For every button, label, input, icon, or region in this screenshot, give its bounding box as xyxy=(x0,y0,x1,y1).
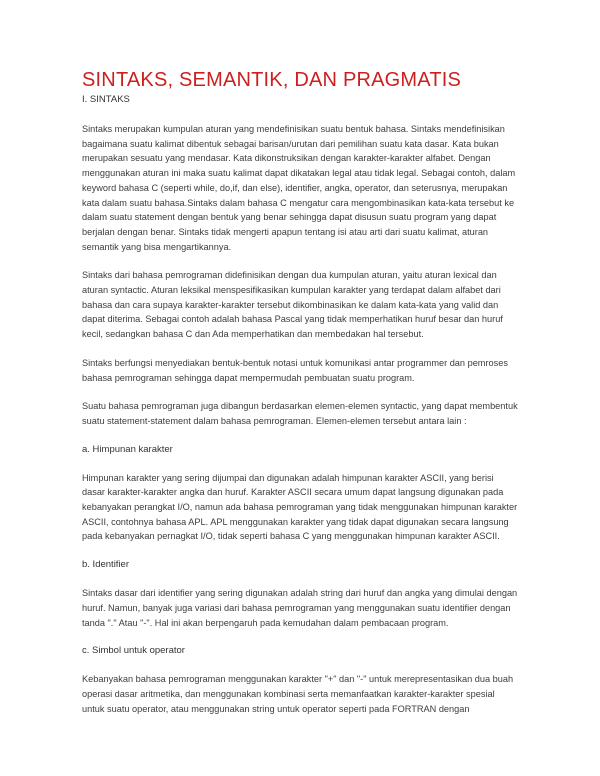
paragraph-himpunan-karakter: Himpunan karakter yang sering dijumpai dan digunakan adalah himpunan karakter ASCII, yang berisi dasar karakter-karakter angka dan huruf. Karakter ASCII secara umum dapat langsung digunakan pada kebanyakan perangkat I/O, namun ada bahasa pemrograman yang tidak menggunakan himpunan karakter ASCII, contohnya bahasa APL. APL menggunakan karakter yang tidak dapat digunakan secara langsung pada kebanyakan pernagkat I/O, tidak seperti bahasa C yang menggunakan himpunan karakter ASCII. xyxy=(82,472,518,542)
heading-simbol-operator: c. Simbol untuk operator xyxy=(82,645,185,657)
paragraph-simbol-operator: Kebanyakan bahasa pemrograman menggunakan karakter "+" dan "-" untuk merepresentasikan dua buah operasi dasar aritmetika, dan menggunakan kombinasi serta memanfaatkan karakter-karakter spesial untuk suatu operator, atau menggunakan string untuk operator seperti pada FORTRAN dengan xyxy=(82,674,514,714)
paragraph-sintaks-function: Sintaks berfungsi menyediakan bentuk-bentuk notasi untuk komunikasi antar programmer dan pemroses bahasa pemrograman sehingga dapat mempermudah pembuatan suatu program. xyxy=(82,357,508,383)
section-subtitle: I. SINTAKS xyxy=(82,94,130,105)
document-title: SINTAKS, SEMANTIK, DAN PRAGMATIS xyxy=(82,69,462,91)
paragraph-sintaks-rules: Sintaks dari bahasa pemrograman didefinisikan dengan dua kumpulan aturan, yaitu aturan lexical dan aturan syntactic. Aturan leksikal menspesifikasikan kumpulan karakter yang terdapat dalam alfabet dari bahasa dan cara supaya karakter-karakter tersebut dikombinasikan ke dalam kata-kata yang valid dan dapat diterima. Sebagai contoh adalah bahasa Pascal yang tidak memperhatikan huruf besar dan huruf kecil, sedangkan bahasa C dan Ada memperhatikan dan membedakan hal tersebut. xyxy=(82,270,503,340)
paragraph-sintaks-definition: Sintaks merupakan kumpulan aturan yang mendefinisikan suatu bentuk bahasa. Sintaks mendefinisikan bagaimana suatu kalimat dibentuk sebagai barisan/urutan dari pemilihan suatu kata dasar. Kata bukan merupakan sesuatu yang mendasar. Kata dikonstruksikan dengan karakter-karakter alfabet. Dengan menggunakan aturan ini maka suatu kalimat dapat dikatakan legal atau tidak legal. Sebagai contoh, dalam keyword bahasa C (seperti while, do,if, dan else), identifier, angka, operator, dan seterusnya, merupakan kata dalam suatu bahasa.Sintaks dalam bahasa C mengatur cara mengombinasikan kata-kata tersebut ke dalam suatu statement dengan bentuk yang benar sehingga dapat disusun suatu program yang dapat berjalan dengan benar. Sintaks tidak mengerti apapun tentang isi atau arti dari suatu kalimat, aturan semantik yang bisa mengartikannya. xyxy=(82,124,516,252)
paragraph-syntactic-elements: Suatu bahasa pemrograman juga dibangun berdasarkan elemen-elemen syntactic, yang dapat membentuk suatu statement-statement dalam bahasa pemrograman. Elemen-elemen tersebut antara lain : xyxy=(82,401,518,426)
heading-identifier: b. Identifier xyxy=(82,559,129,571)
paragraph-identifier: Sintaks dasar dari identifier yang sering digunakan adalah string dari huruf dan angka yang dimulai dengan huruf. Namun, banyak juga variasi dari bahasa pemrograman yang menggunakan suatu identifier dengan tanda "." Atau "-". Hal ini akan berpengaruh pada kemudahan dalam pembacaan program. xyxy=(82,588,518,628)
heading-himpunan-karakter: a. Himpunan karakter xyxy=(82,443,173,455)
